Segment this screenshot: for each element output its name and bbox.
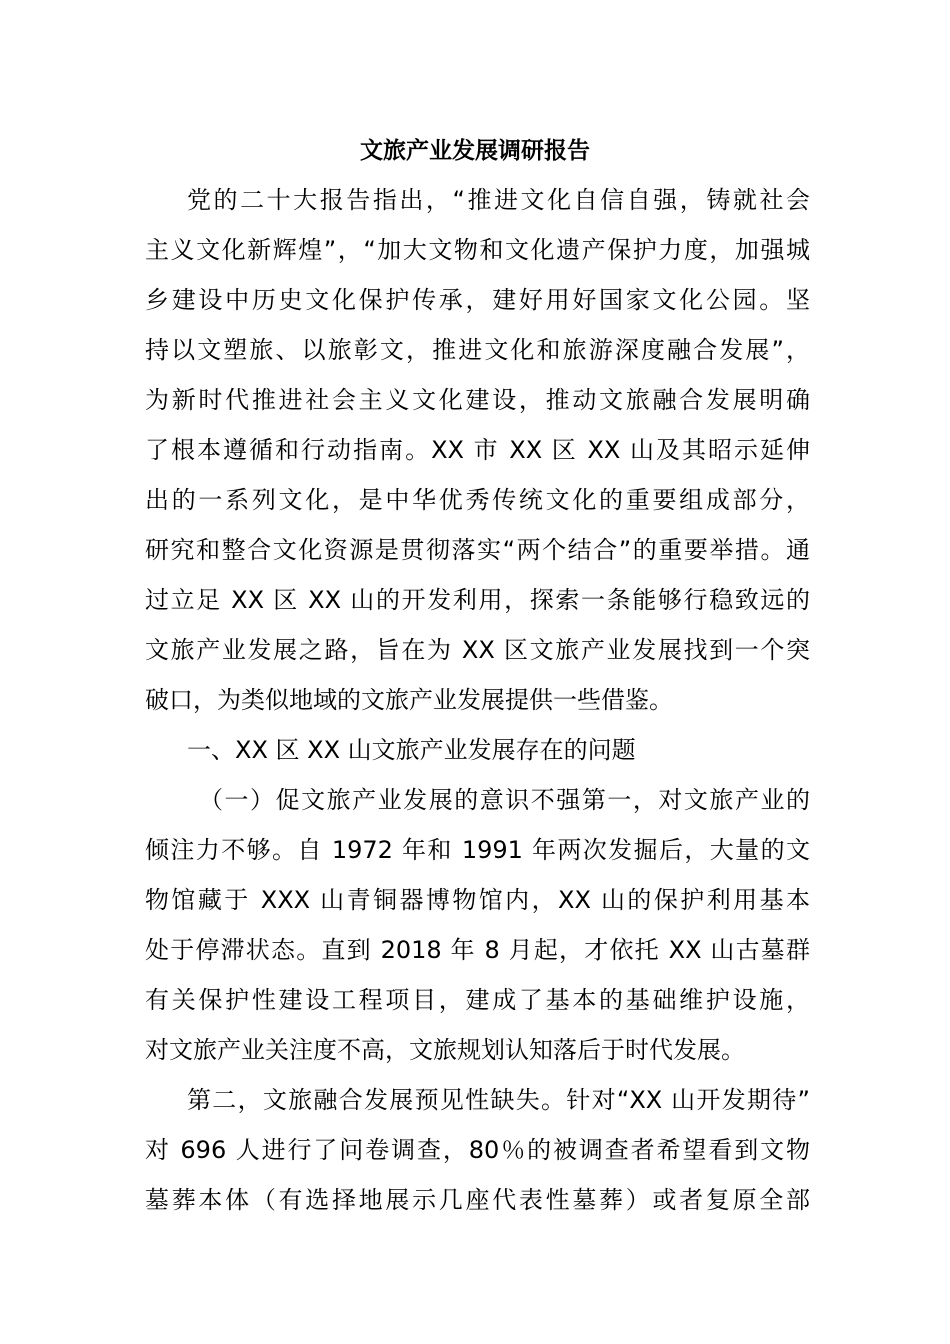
paragraph-line: 处于停滞状态。直到 2018 年 8 月起，才依托 XX 山古墓群 [145, 936, 810, 964]
paragraph-line: 党的二十大报告指出，“推进文化自信自强，铸就社会 [187, 186, 810, 214]
paragraph-line: 对 696 人进行了问卷调查，80％的被调查者希望看到文物 [145, 1136, 810, 1164]
paragraph-line: 对文旅产业关注度不高，文旅规划认知落后于时代发展。 [145, 1036, 745, 1064]
paragraph-line: 有关保护性建设工程项目，建成了基本的基础维护设施， [145, 986, 810, 1014]
paragraph-line: 文旅产业发展之路，旨在为 XX 区文旅产业发展找到一个突 [145, 636, 810, 664]
paragraph-line: 倾注力不够。自 1972 年和 1991 年两次发掘后，大量的文 [145, 836, 810, 864]
paragraph-line: 持以文塑旅、以旅彰文，推进文化和旅游深度融合发展”， [145, 336, 810, 364]
paragraph-line: 物馆藏于 XXX 山青铜器博物馆内，XX 山的保护利用基本 [145, 886, 810, 914]
paragraph-line: 过立足 XX 区 XX 山的开发利用，探索一条能够行稳致远的 [145, 586, 810, 614]
subsection-heading: （一）促文旅产业发展的意识不强第一，对文旅产业的 [199, 786, 810, 814]
paragraph-line: 了根本遵循和行动指南。XX 市 XX 区 XX 山及其昭示延伸 [145, 436, 810, 464]
paragraph-line: 为新时代推进社会主义文化建设，推动文旅融合发展明确 [145, 386, 810, 414]
paragraph-line: 墓葬本体（有选择地展示几座代表性墓葬）或者复原全部 [145, 1186, 810, 1214]
document-title: 文旅产业发展调研报告 [360, 138, 590, 164]
paragraph-line: 出的一系列文化，是中华优秀传统文化的重要组成部分， [145, 486, 810, 514]
paragraph-line: 研究和整合文化资源是贯彻落实“两个结合”的重要举措。通 [145, 536, 810, 564]
paragraph-line: 第二，文旅融合发展预见性缺失。针对“XX 山开发期待” [187, 1086, 810, 1114]
section-heading: 一、XX 区 XX 山文旅产业发展存在的问题 [187, 736, 636, 764]
paragraph-line: 主义文化新辉煌”，“加大文物和文化遗产保护力度，加强城 [145, 236, 810, 264]
paragraph-line: 破口，为类似地域的文旅产业发展提供一些借鉴。 [145, 686, 673, 714]
paragraph-line: 乡建设中历史文化保护传承，建好用好国家文化公园。坚 [145, 286, 810, 314]
